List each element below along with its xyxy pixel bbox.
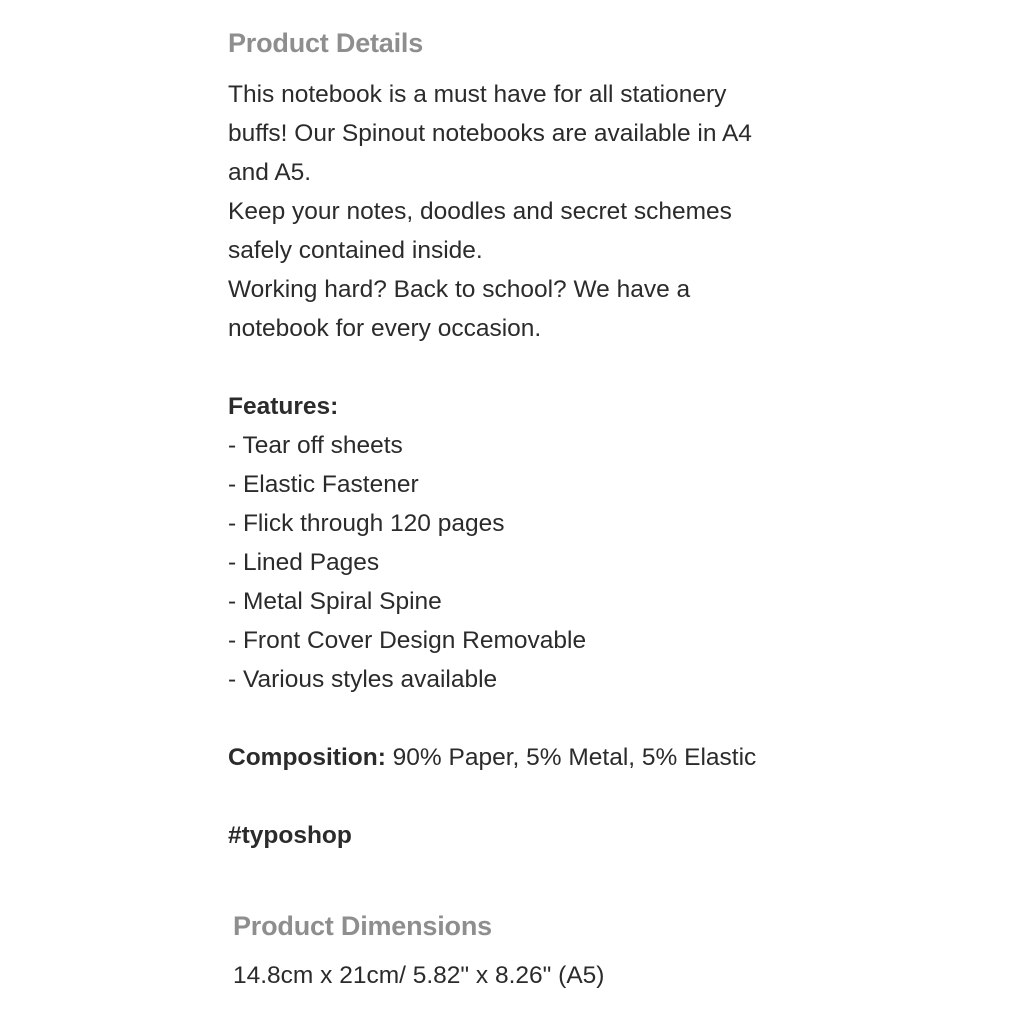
description-line: and A5.: [228, 159, 312, 186]
composition-value: 90% Paper, 5% Metal, 5% Elastic: [385, 744, 757, 771]
composition-line: [228, 738, 756, 777]
product-details-body: [228, 75, 756, 855]
feature-item: - Various styles available: [228, 666, 498, 693]
description-line: buffs! Our Spinout notebooks are available in A4: [228, 120, 752, 147]
feature-item: - Lined Pages: [228, 549, 380, 576]
spacer: [228, 348, 756, 387]
features-label: Features:: [228, 393, 339, 420]
spacer: [228, 699, 756, 738]
description-line: Keep your notes, doodles and secret schemes: [228, 198, 732, 225]
description-line: Working hard? Back to school? We have a: [228, 276, 691, 303]
spacer: [228, 777, 756, 816]
feature-item: - Metal Spiral Spine: [228, 588, 442, 615]
product-dimensions-heading: Product Dimensions: [233, 911, 492, 941]
feature-item: - Front Cover Design Removable: [228, 627, 587, 654]
product-details-heading: Product Details: [228, 28, 424, 58]
description-line: This notebook is a must have for all stationery: [228, 81, 727, 108]
feature-item: - Tear off sheets: [228, 432, 403, 459]
feature-item: - Elastic Fastener: [228, 471, 419, 498]
hashtag-link[interactable]: #typoshop: [228, 822, 352, 849]
feature-item: - Flick through 120 pages: [228, 510, 505, 537]
description-line: safely contained inside.: [228, 237, 483, 264]
description-line: notebook for every occasion.: [228, 315, 542, 342]
product-dimensions-value: 14.8cm x 21cm/ 5.82" x 8.26" (A5): [233, 962, 605, 989]
composition-label: Composition:: [228, 744, 386, 771]
